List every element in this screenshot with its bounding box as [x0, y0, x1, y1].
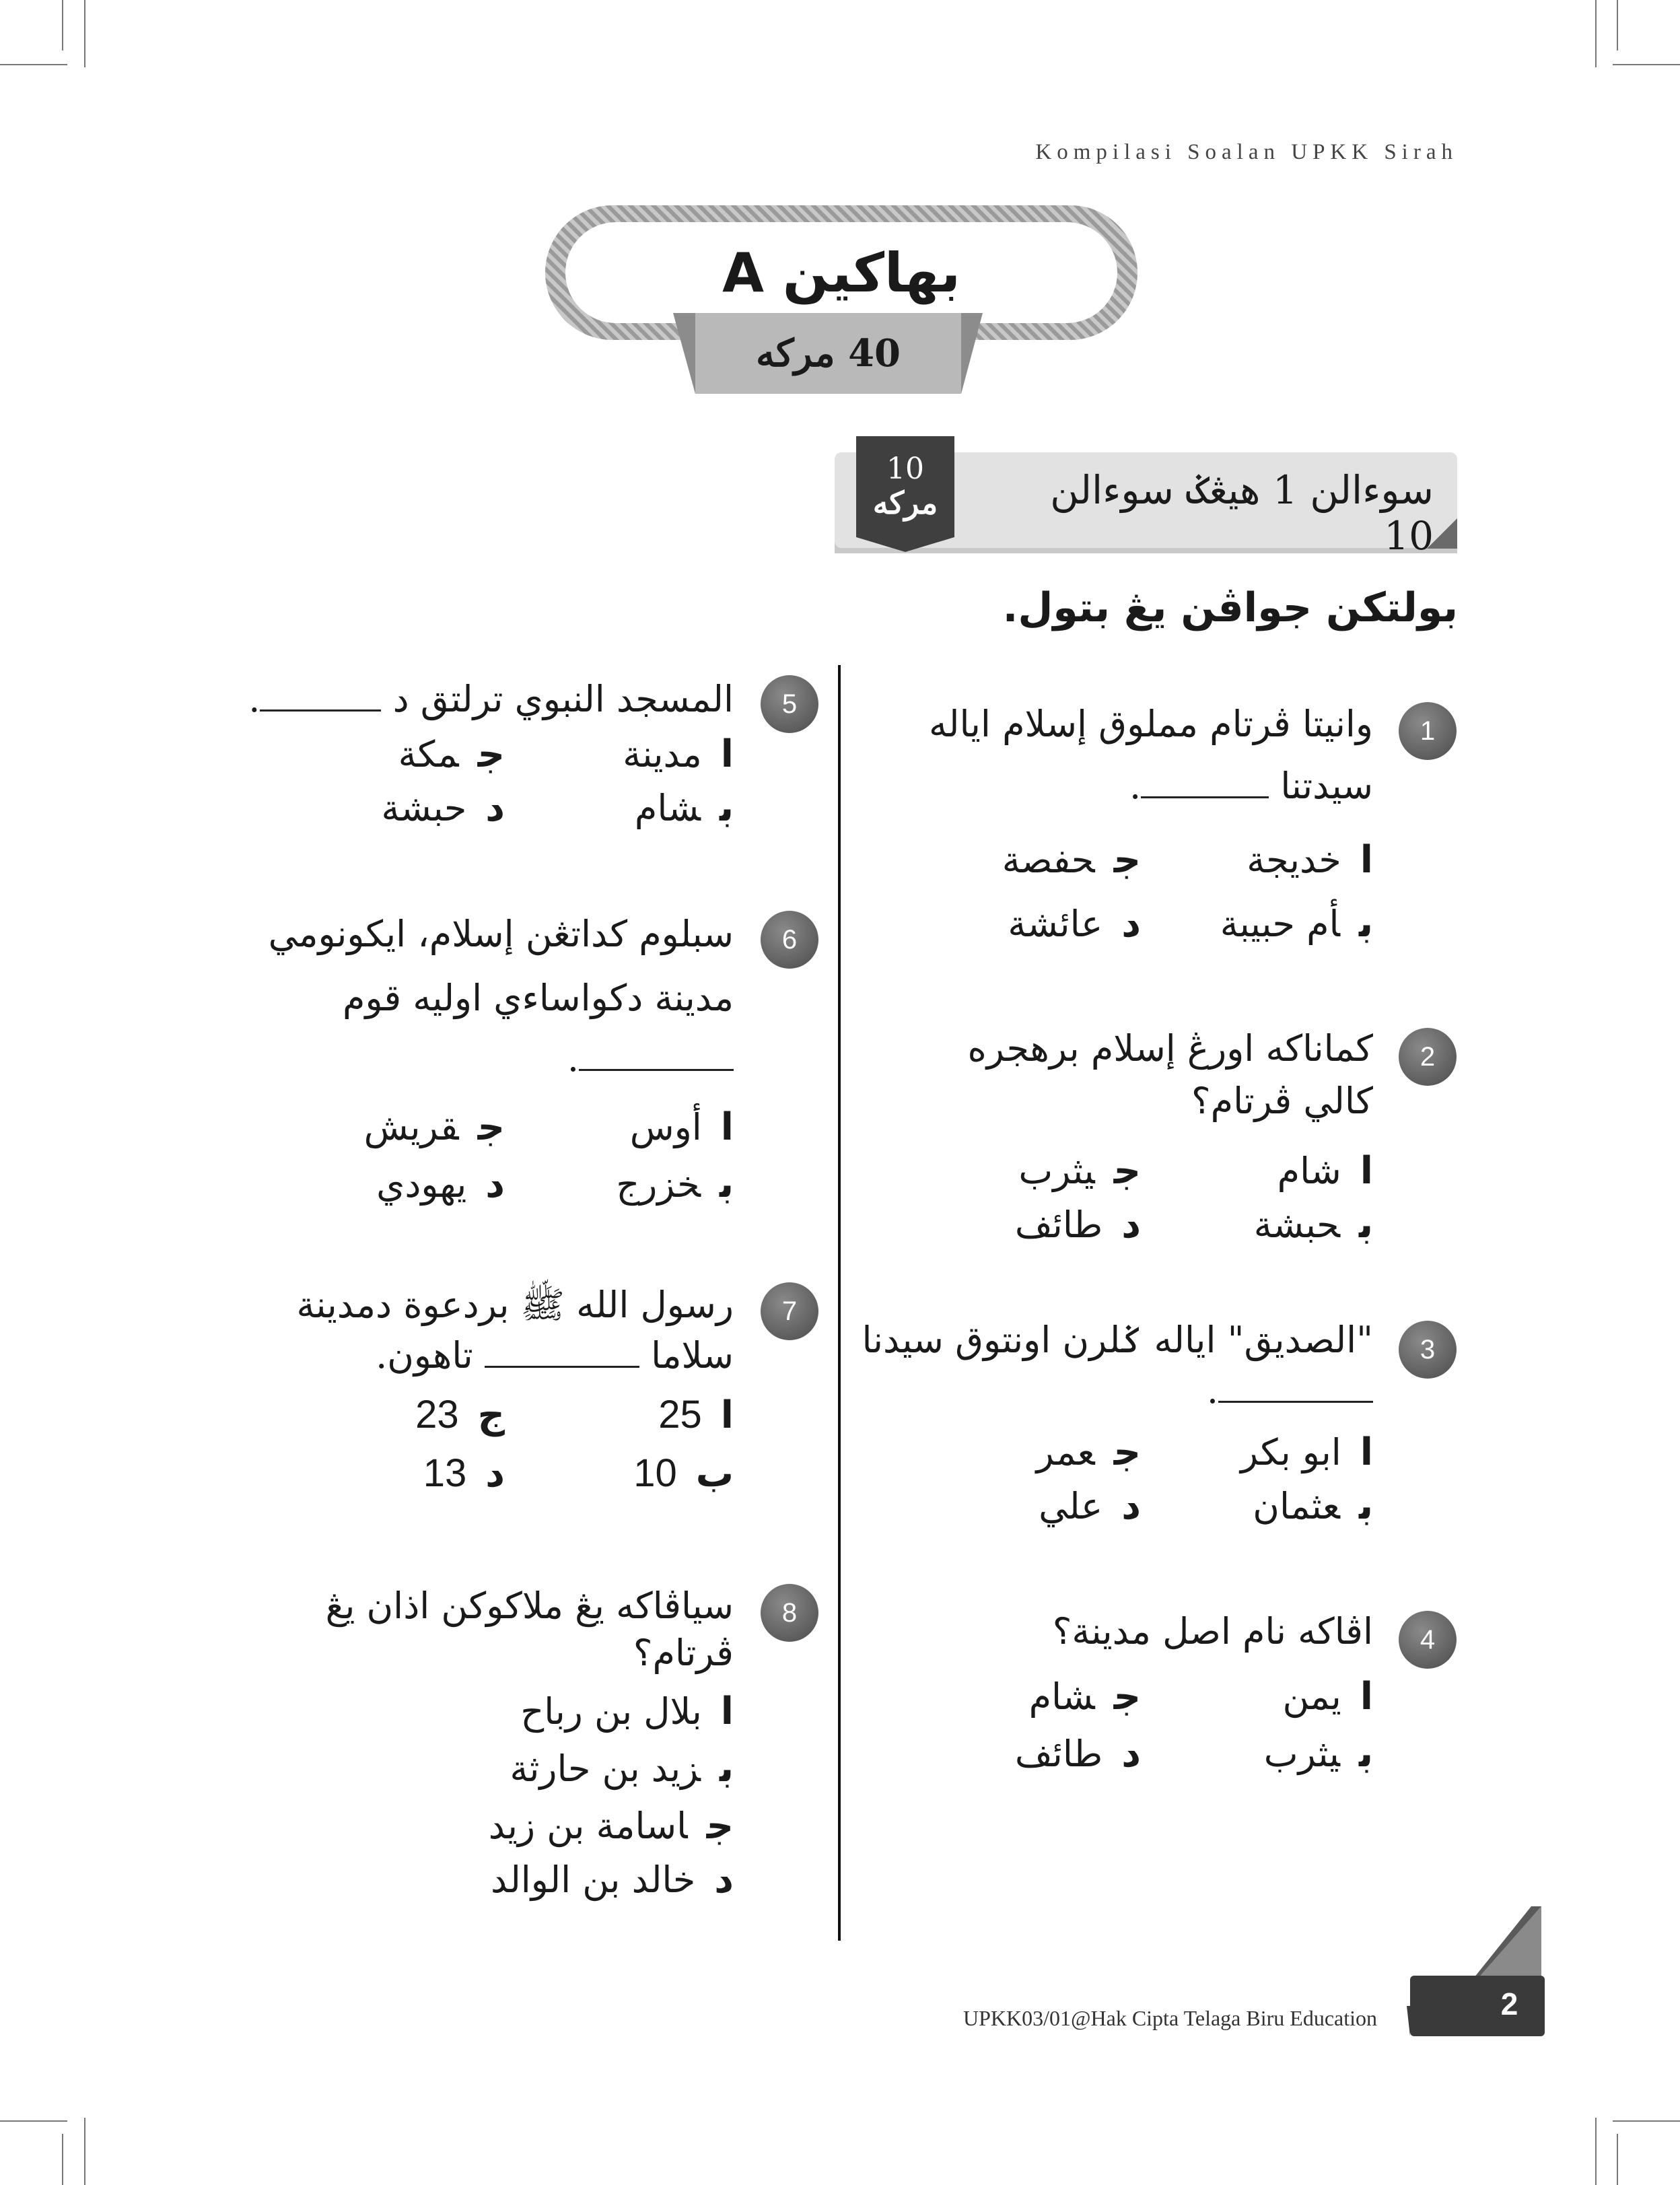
marks-tag-tip [856, 537, 954, 552]
page-number: 2 [1500, 1986, 1518, 2021]
option-letter: د [1121, 1203, 1141, 1247]
option-text: أوس [629, 1106, 702, 1148]
question-2 [855, 1018, 1373, 1274]
question-end: . [1129, 765, 1142, 807]
question-5 [215, 668, 734, 857]
option-text: حبشة [1253, 1204, 1340, 1246]
option-b [633, 1451, 734, 1496]
option-b [1264, 1732, 1373, 1776]
question-text [1207, 1360, 1373, 1422]
crop-mark [84, 0, 85, 67]
option-letter: ا [1360, 1430, 1373, 1474]
option-text: يثرب [1018, 1150, 1095, 1192]
option-c [415, 1392, 505, 1437]
option-letter: ب [1358, 1203, 1373, 1247]
option-text: قريش [363, 1106, 459, 1148]
answer-blank [1141, 769, 1269, 798]
question-text-part: المسجد النبوي ترلتق د [392, 678, 734, 720]
option-letter: ج [1113, 1149, 1141, 1193]
marks-tag [856, 436, 954, 537]
option-letter: د [1121, 902, 1141, 946]
question-text: مدينة دکواساءي اوليه قوم [343, 977, 734, 1019]
option-d [376, 1163, 505, 1206]
question-text [248, 668, 734, 730]
option-text: خالد بن الوالد [490, 1859, 696, 1901]
option-d [1015, 1203, 1141, 1247]
option-text: حفصة [1002, 839, 1095, 881]
option-text: بلال بن رباح [520, 1690, 702, 1733]
option-c [398, 732, 505, 776]
question-text [567, 1028, 734, 1090]
option-text: عثمان [1253, 1485, 1340, 1527]
option-letter: ج [1113, 1430, 1141, 1474]
option-text: 13 [423, 1451, 467, 1495]
crop-mark [0, 2120, 67, 2122]
total-marks: 40 مرکه [755, 331, 901, 376]
option-text: عمر [1036, 1431, 1095, 1473]
option-c [1037, 1430, 1141, 1474]
option-text: عائشة [1008, 903, 1103, 945]
option-b [1253, 1484, 1373, 1528]
option-a [630, 1105, 734, 1149]
crop-mark [62, 2134, 63, 2185]
question-number-7: 7 [761, 1282, 818, 1340]
ribbon-right-tail [961, 313, 983, 394]
crop-mark [1595, 2118, 1597, 2185]
option-text: يثرب [1263, 1733, 1340, 1775]
option-text: خديجة [1247, 839, 1341, 881]
option-text: زيد بن حارثة [510, 1747, 701, 1790]
option-letter: ا [1360, 1149, 1373, 1193]
answer-blank [1218, 1374, 1373, 1403]
crop-mark [1613, 2120, 1680, 2122]
answer-blank [485, 1339, 639, 1368]
option-text: حبشة [381, 787, 467, 829]
marks-tag-label: مرکه [872, 485, 938, 521]
option-b [510, 1747, 734, 1791]
option-c [1018, 1149, 1141, 1193]
option-text: خزرج [616, 1163, 701, 1206]
option-letter: ب [1358, 902, 1373, 946]
option-b [1254, 1203, 1373, 1247]
option-text: 10 [633, 1451, 677, 1495]
question-end: . [248, 678, 260, 720]
option-text: شام [1277, 1150, 1341, 1192]
option-d [1039, 1484, 1141, 1528]
question-text: سياڤاکه يڠ ملاکوکن اذان يڠ [325, 1585, 734, 1627]
question-text: "الصديق" اياله ݢلرن اونتوق سيدنا [862, 1319, 1373, 1361]
option-letter: د [714, 1858, 734, 1902]
question-4 [855, 1601, 1373, 1803]
page-tab-notch [1407, 2006, 1410, 2036]
option-letter: ج [706, 1804, 734, 1848]
option-letter: ب [719, 1747, 734, 1791]
crop-mark [1595, 0, 1597, 67]
question-text: رسول الله ﷺ بردعوة دمدينة [296, 1284, 734, 1326]
question-text-part: سيدتنا [1280, 765, 1373, 807]
option-text: علي [1039, 1485, 1103, 1527]
option-d [381, 786, 505, 830]
answer-blank [579, 1042, 734, 1071]
crop-mark [1613, 64, 1680, 65]
question-text [376, 1325, 734, 1387]
question-end: . [1206, 1369, 1218, 1412]
option-letter: ب [1358, 1484, 1373, 1528]
option-letter: ا [720, 1690, 734, 1733]
option-d [423, 1451, 505, 1496]
option-letter: ا [720, 732, 734, 776]
option-text: طائف [1014, 1733, 1103, 1775]
crop-mark [62, 0, 63, 50]
option-a [1282, 1675, 1373, 1719]
option-text: يمن [1282, 1675, 1341, 1718]
crop-mark [1617, 0, 1618, 50]
question-number-6: 6 [761, 911, 818, 969]
part-title: بهاکين A [722, 241, 960, 304]
option-text: يهودي [376, 1163, 467, 1206]
option-d [1015, 1732, 1141, 1776]
option-a [658, 1392, 734, 1437]
option-letter: ج [1113, 1675, 1141, 1719]
option-text: شام [1028, 1675, 1095, 1718]
option-text: أم حبيبة [1220, 903, 1340, 945]
question-number-8: 8 [761, 1584, 818, 1642]
option-letter: د [1121, 1732, 1141, 1776]
copyright-footer: UPKK03/01@Hak Cipta Telaga Biru Education [963, 2006, 1377, 2030]
option-a [1247, 838, 1373, 882]
option-text: شام [634, 787, 701, 829]
ribbon-left-tail [673, 313, 695, 394]
option-c [364, 1105, 505, 1149]
option-letter: ب [695, 1452, 734, 1496]
total-marks-box [695, 313, 961, 394]
option-text: اسامة بن زيد [488, 1805, 688, 1847]
option-b [635, 786, 734, 830]
option-letter: ج [477, 732, 505, 776]
question-number-1: 1 [1399, 702, 1457, 760]
question-text [1129, 755, 1373, 817]
option-letter: د [1121, 1484, 1141, 1528]
column-divider [838, 665, 841, 1941]
option-letter: ج [477, 1393, 505, 1437]
option-letter: ا [1360, 838, 1373, 882]
option-text: مکة [398, 733, 459, 775]
option-letter: ا [1360, 1675, 1373, 1719]
option-letter: ج [1113, 838, 1141, 882]
option-d [491, 1858, 734, 1902]
option-letter: ب [1358, 1732, 1373, 1776]
option-letter: د [485, 1452, 505, 1496]
option-b [616, 1163, 734, 1206]
question-text: اڤاکه نام اصل مدينة؟ [1052, 1610, 1373, 1653]
question-text: ڤرتام؟ [633, 1632, 734, 1674]
option-letter: ا [720, 1393, 734, 1437]
option-letter: د [485, 1163, 505, 1206]
running-header: Kompilasi Soalan UPKK Sirah [1035, 140, 1458, 164]
question-number-5: 5 [761, 675, 818, 733]
option-letter: ج [477, 1105, 505, 1149]
question-text-part: سلاما [651, 1334, 734, 1377]
crop-mark [84, 2118, 85, 2185]
question-3 [855, 1309, 1373, 1552]
instruction: بولتکن جواڤن يڠ بتول. [1002, 584, 1458, 631]
question-number-2: 2 [1399, 1028, 1457, 1086]
option-text: مدينة [623, 733, 702, 775]
crop-mark [0, 64, 67, 65]
option-text: طائف [1014, 1204, 1103, 1246]
question-text-part: تاهون. [376, 1334, 473, 1377]
part-banner [565, 222, 1117, 323]
option-c [1002, 838, 1141, 882]
question-number-3: 3 [1399, 1321, 1457, 1379]
question-text: کماناکه اورڠ إسلام برهجره [967, 1027, 1373, 1070]
question-7 [215, 1274, 734, 1517]
option-a [1240, 1430, 1373, 1474]
question-6 [215, 903, 734, 1213]
option-c [489, 1804, 734, 1848]
option-a [1278, 1149, 1373, 1193]
question-text: کالي ڤرتام؟ [1191, 1080, 1373, 1122]
option-text: ابو بکر [1240, 1431, 1341, 1473]
option-letter: ب [719, 786, 734, 830]
section-range: سوءالن 1 هيڠݢ سوءالن 10 [1050, 467, 1434, 559]
option-d [1008, 902, 1141, 946]
option-letter: د [485, 786, 505, 830]
question-text: وانيتا ڤرتام مملوق إسلام اياله [929, 703, 1373, 745]
question-end: . [567, 1037, 579, 1080]
question-number-4: 4 [1399, 1611, 1457, 1669]
option-text: 23 [415, 1393, 459, 1436]
option-a [623, 732, 734, 776]
marks-tag-number: 10 [886, 452, 924, 486]
option-letter: ا [720, 1105, 734, 1149]
question-8 [215, 1575, 734, 1925]
option-text: 25 [658, 1393, 702, 1436]
option-a [520, 1690, 734, 1733]
crop-mark [1617, 2134, 1618, 2185]
question-1 [855, 693, 1373, 976]
option-b [1220, 902, 1373, 946]
option-letter: ب [719, 1163, 734, 1206]
question-text: سبلوم کداتڠن إسلام، ايکونومي [268, 913, 734, 955]
option-c [1029, 1675, 1141, 1719]
answer-blank [260, 683, 381, 712]
